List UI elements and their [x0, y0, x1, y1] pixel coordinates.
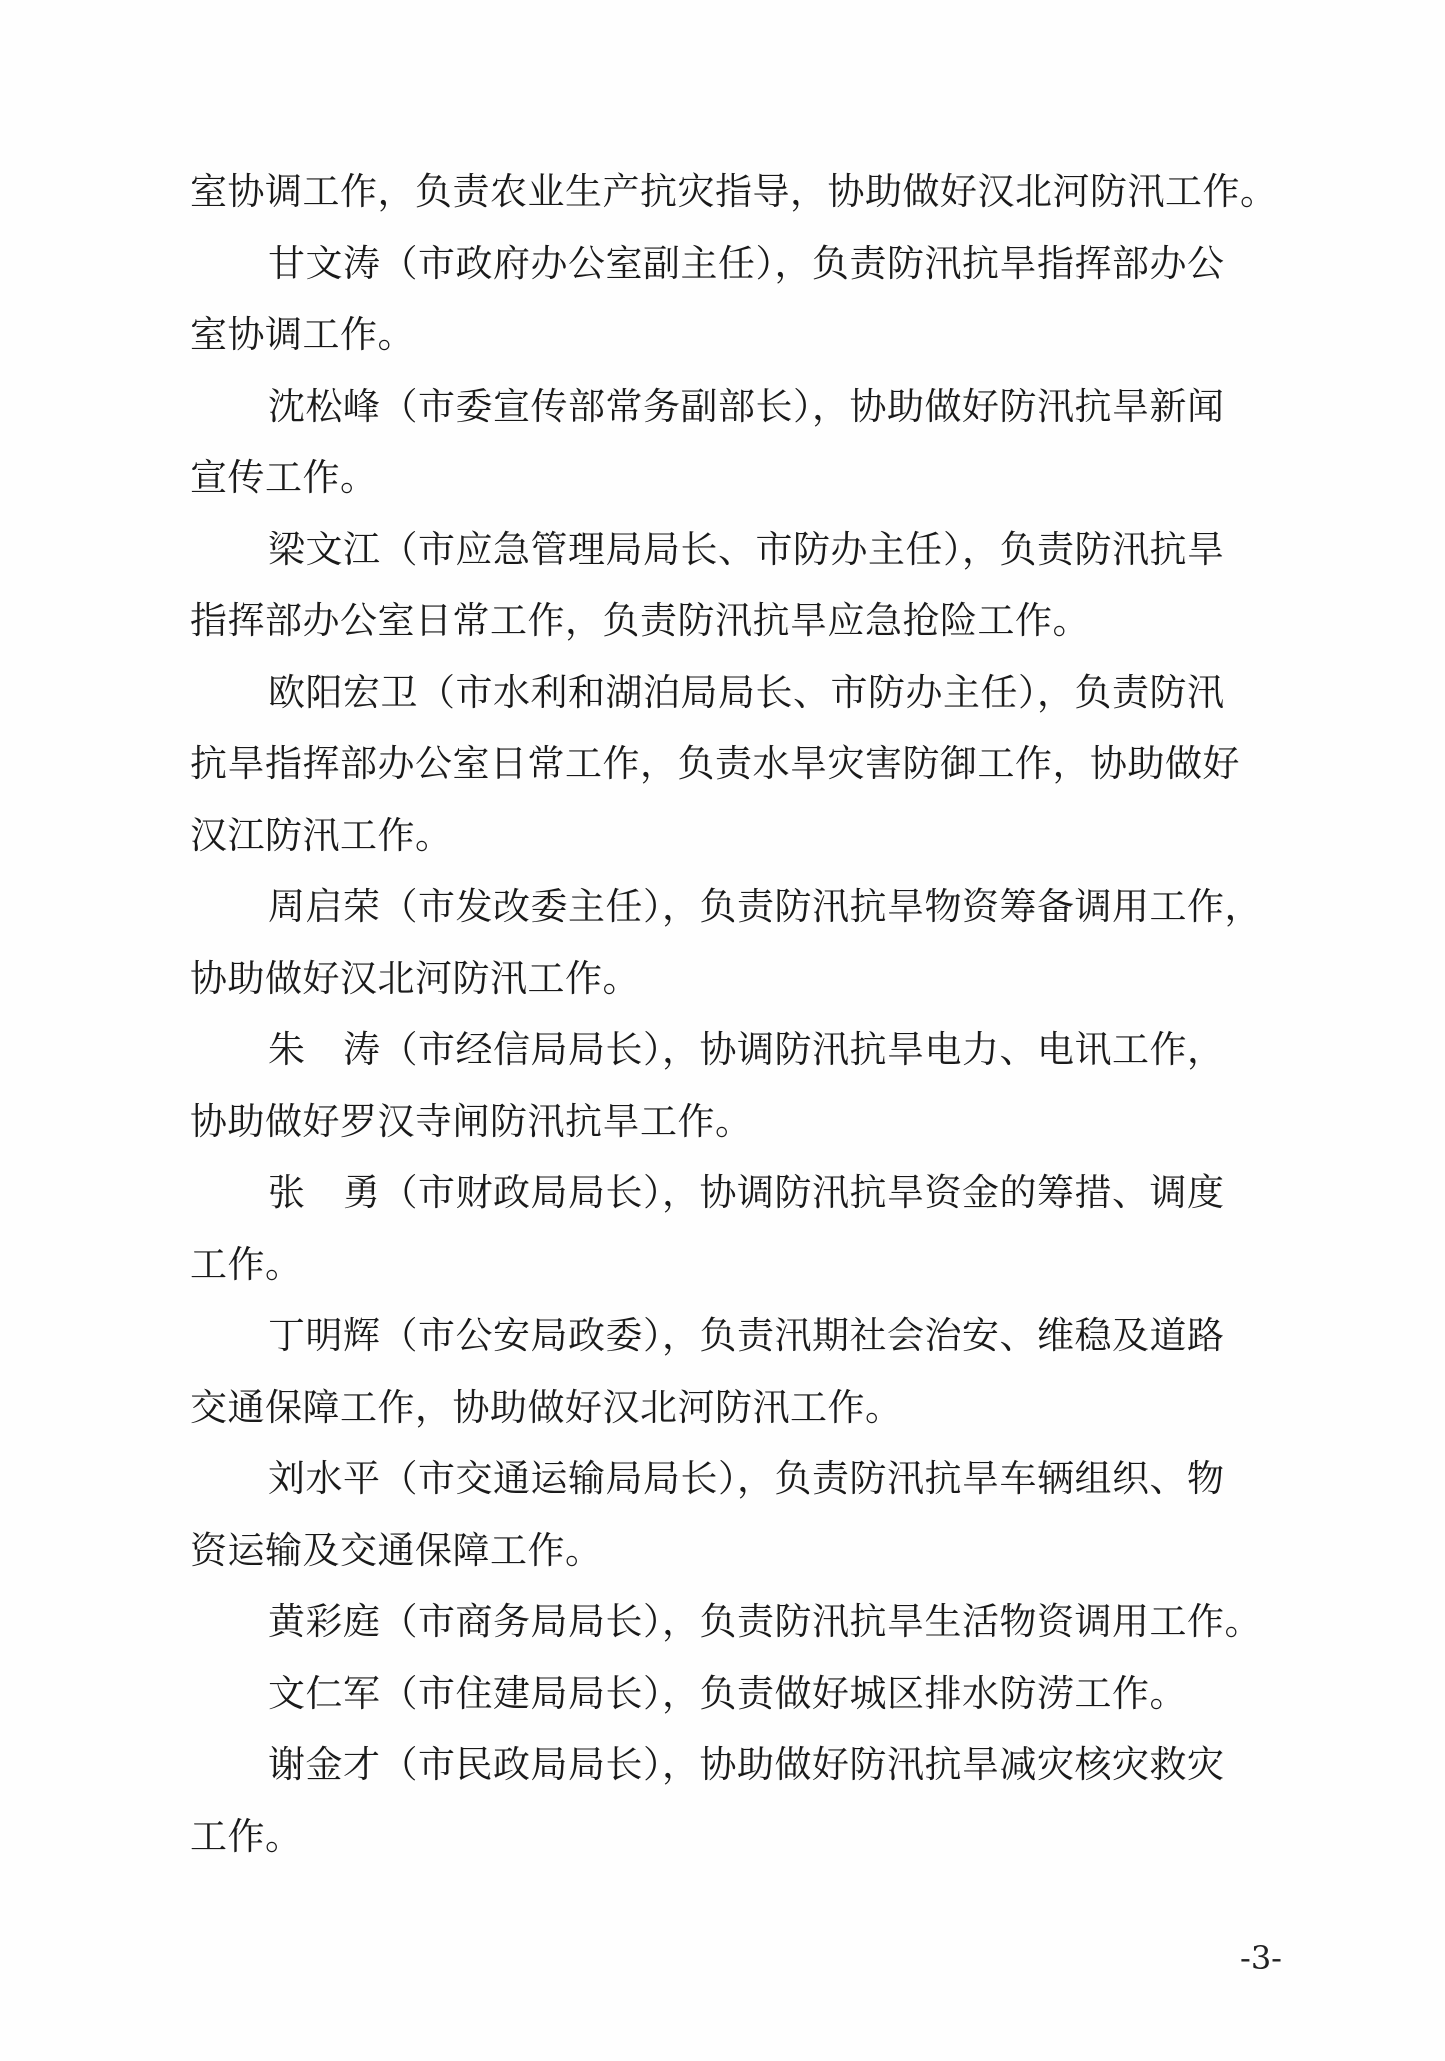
- text-line: 张 勇（市财政局局长），协调防汛抗旱资金的筹措、调度: [268, 1171, 1225, 1214]
- text-line: 汉江防汛工作。: [190, 814, 453, 857]
- text-line: 协助做好汉北河防汛工作。: [190, 957, 640, 1000]
- text-line: 刘水平（市交通运输局局长），负责防汛抗旱车辆组织、物: [268, 1457, 1225, 1500]
- text-line: 抗旱指挥部办公室日常工作，负责水旱灾害防御工作，协助做好: [190, 742, 1240, 785]
- text-line: 文仁军（市住建局局长），负责做好城区排水防涝工作。: [268, 1672, 1187, 1715]
- text-line: 资运输及交通保障工作。: [190, 1529, 603, 1572]
- text-line: 丁明辉（市公安局政委），负责汛期社会治安、维稳及道路: [268, 1314, 1225, 1357]
- text-line: 工作。: [190, 1243, 303, 1286]
- text-line: 朱 涛（市经信局局长），协调防汛抗旱电力、电讯工作，: [268, 1028, 1225, 1071]
- text-line: 甘文涛（市政府办公室副主任），负责防汛抗旱指挥部办公: [268, 242, 1225, 285]
- text-line: 周启荣（市发改委主任），负责防汛抗旱物资筹备调用工作，: [268, 885, 1262, 928]
- text-line: 指挥部办公室日常工作，负责防汛抗旱应急抢险工作。: [190, 599, 1090, 642]
- text-line: 谢金才（市民政局局长），协助做好防汛抗旱减灾核灾救灾: [268, 1743, 1225, 1786]
- text-line: 黄彩庭（市商务局局长），负责防汛抗旱生活物资调用工作。: [268, 1600, 1262, 1643]
- text-line: 宣传工作。: [190, 456, 378, 499]
- text-line: 交通保障工作，协助做好汉北河防汛工作。: [190, 1386, 903, 1429]
- text-line: 梁文江（市应急管理局局长、市防办主任），负责防汛抗旱: [268, 528, 1225, 571]
- text-line: 协助做好罗汉寺闸防汛抗旱工作。: [190, 1100, 753, 1143]
- text-line: 工作。: [190, 1815, 303, 1858]
- text-line: 欧阳宏卫（市水利和湖泊局局长、市防办主任），负责防汛: [268, 671, 1225, 714]
- text-line: 室协调工作。: [190, 313, 415, 356]
- text-line: 沈松峰（市委宣传部常务副部长），协助做好防汛抗旱新闻: [268, 385, 1225, 428]
- text-line: 室协调工作，负责农业生产抗灾指导，协助做好汉北河防汛工作。: [190, 170, 1278, 213]
- page-number: -3-: [1240, 1939, 1282, 1977]
